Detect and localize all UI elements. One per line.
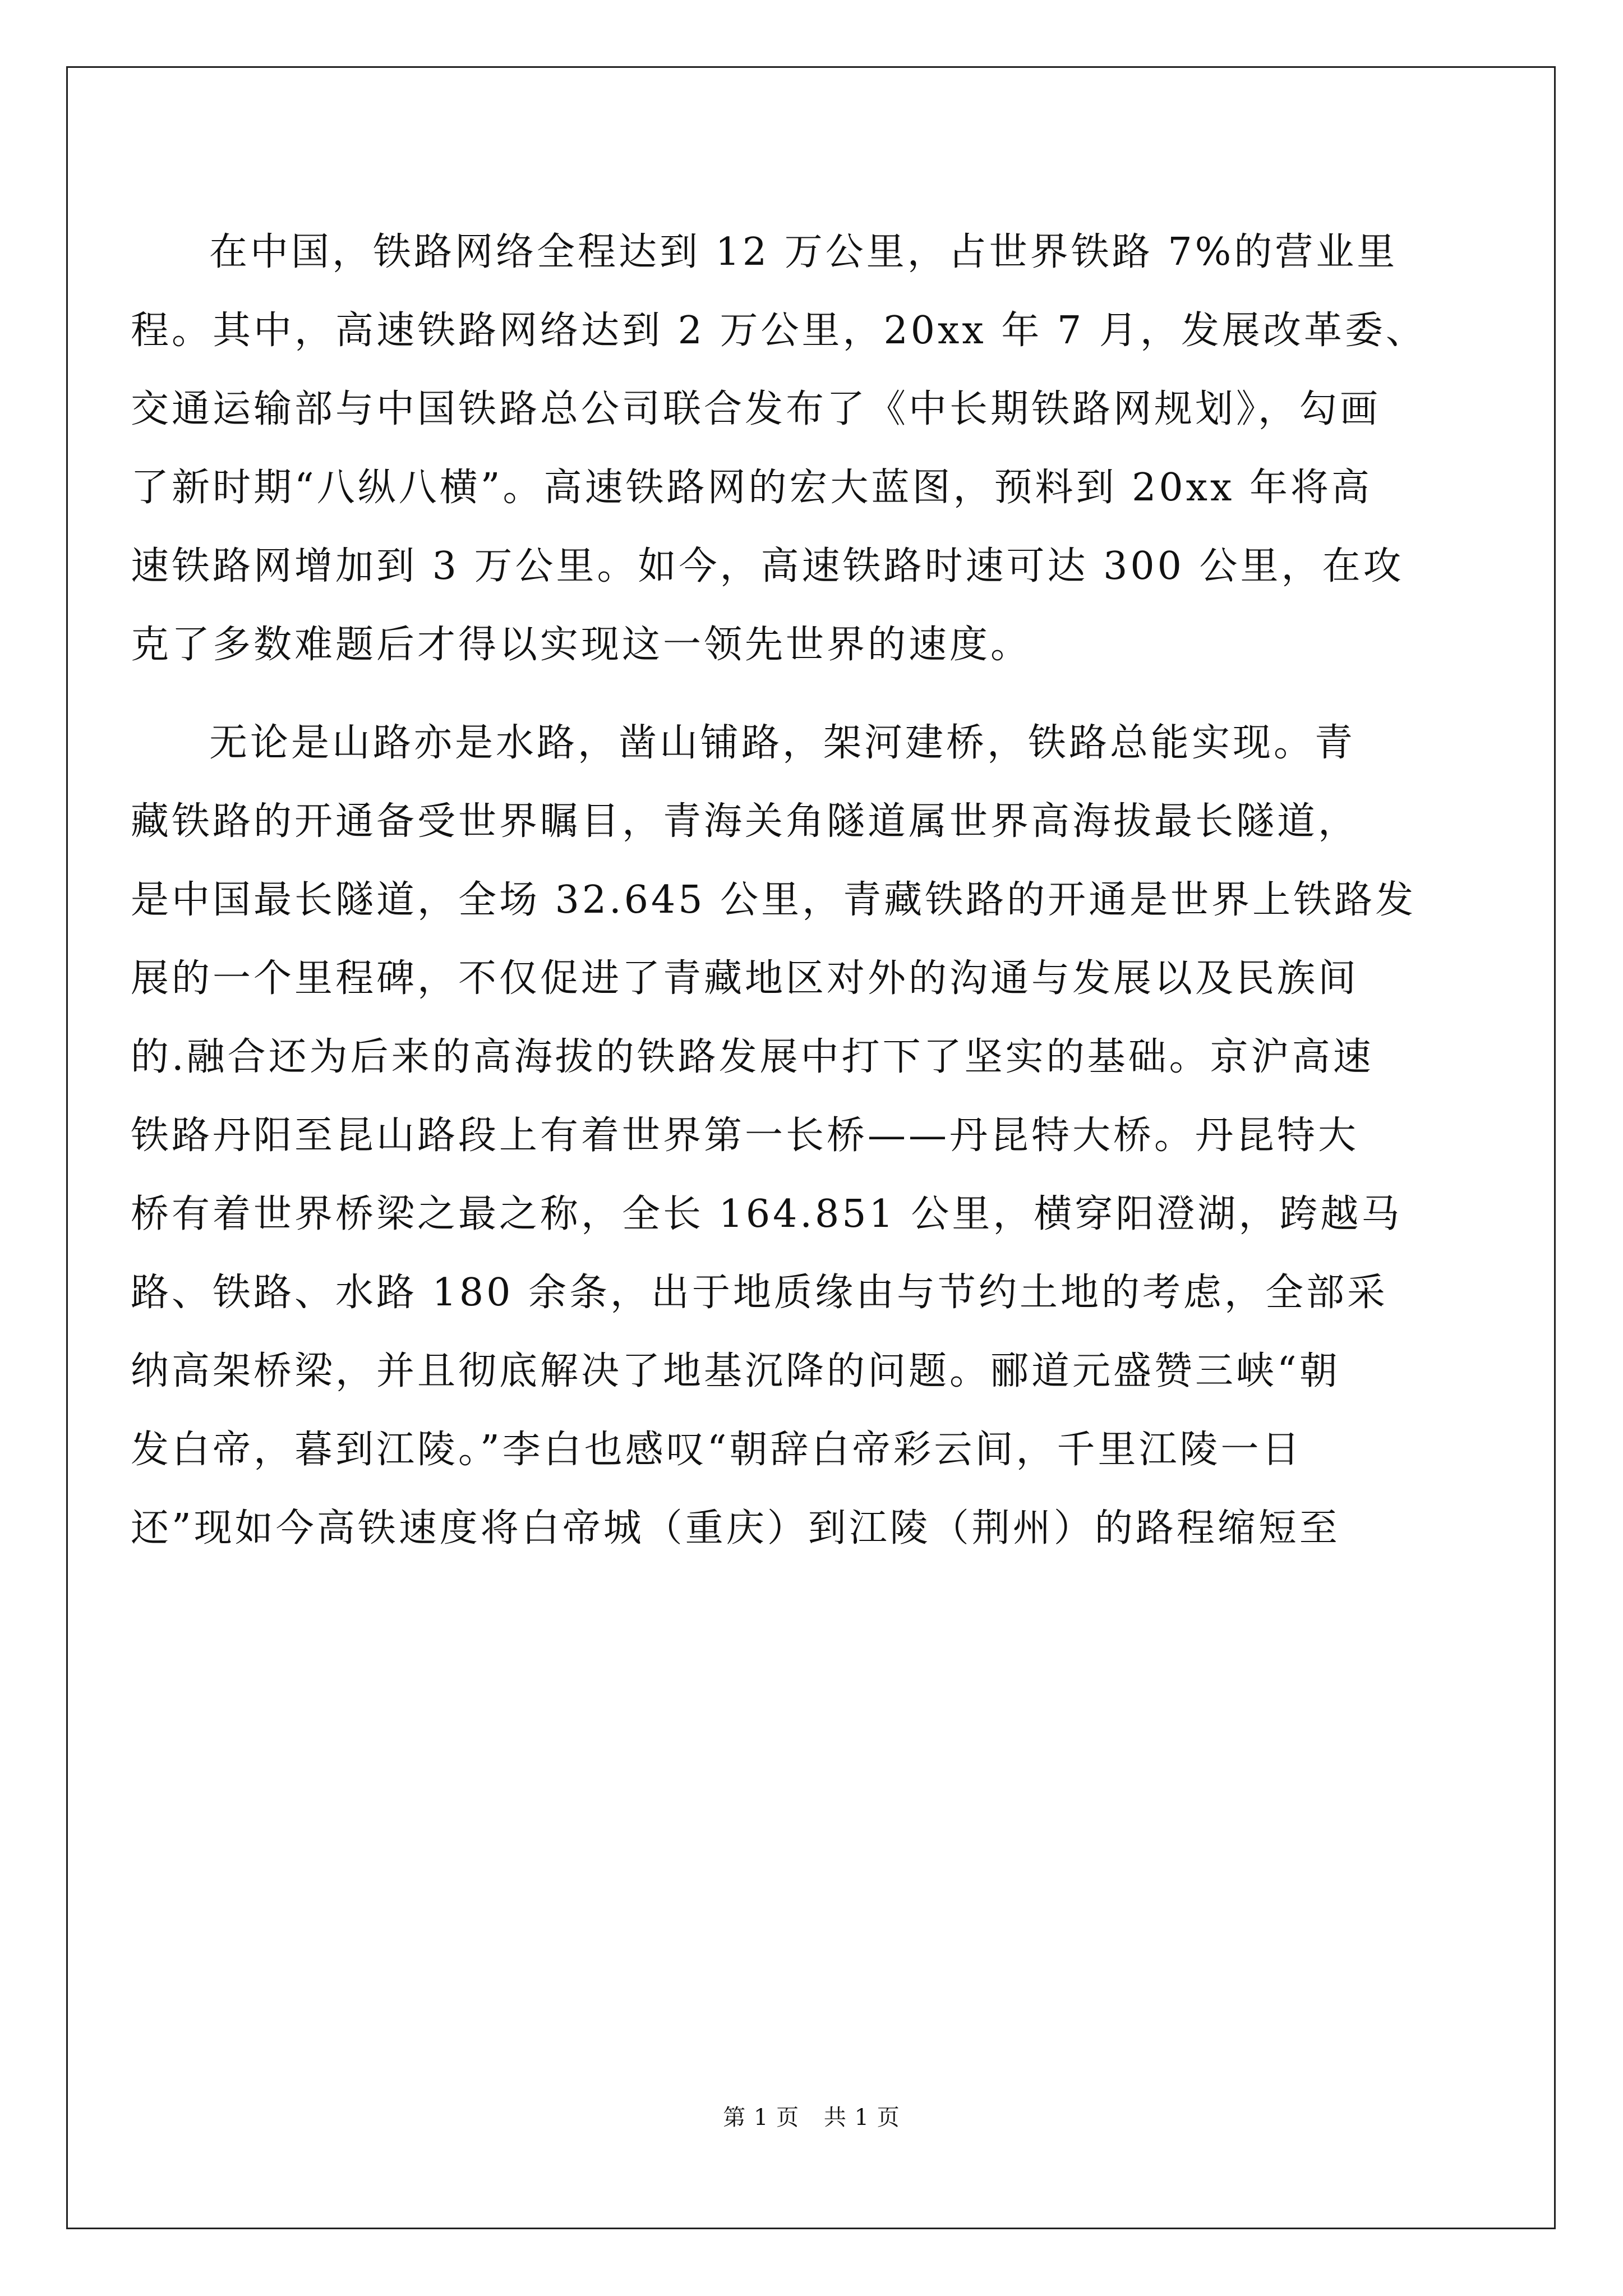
paragraph-2-line-7: 桥有着世界桥梁之最之称，全长 164.851 公里，横穿阳澄湖，跨越马 xyxy=(131,1192,1403,1236)
paragraph-2-line-5: 的.融合还为后来的高海拔的铁路发展中打下了坚实的基础。京沪高速 xyxy=(131,1035,1374,1079)
paragraph-2-line-2: 藏铁路的开通备受世界瞩目，青海关角隧道属世界高海拔最长隧道， xyxy=(131,799,1359,844)
paragraph-2-line-4: 展的一个里程碑，不仅促进了青藏地区对外的沟通与发展以及民族间 xyxy=(131,956,1359,1001)
page-footer xyxy=(0,2101,1623,2134)
paragraph-1-line-2: 程。其中，高速铁路网络达到 2 万公里，20xx 年 7 月，发展改革委、 xyxy=(131,309,1427,353)
paragraph-1-line-5: 速铁路网增加到 3 万公里。如今，高速铁路时速可达 300 公里，在攻 xyxy=(131,544,1404,588)
paragraph-1-line-4: 了新时期“八纵八横”。高速铁路网的宏大蓝图，预料到 20xx 年将高 xyxy=(131,466,1372,510)
paragraph-2-line-1: 无论是山路亦是水路，凿山铺路，架河建桥，铁路总能实现。青 xyxy=(209,721,1356,765)
paragraph-2-line-9: 纳高架桥梁，并且彻底解决了地基沉降的问题。郦道元盛赞三峡“朝 xyxy=(131,1349,1340,1393)
page-number: 第 1 页 xyxy=(723,2105,800,2131)
page-total: 共 1 页 xyxy=(823,2105,900,2131)
paragraph-1-line-6: 克了多数难题后才得以实现这一领先世界的速度。 xyxy=(131,623,1032,667)
paragraph-1-line-1: 在中国，铁路网络全程达到 12 万公里，占世界铁路 7%的营业里 xyxy=(209,230,1398,274)
paragraph-2-line-8: 路、铁路、水路 180 余条，出于地质缘由与节约土地的考虑，全部采 xyxy=(131,1271,1389,1315)
paragraph-2-line-3: 是中国最长隧道，全场 32.645 公里，青藏铁路的开通是世界上铁路发 xyxy=(131,878,1417,922)
paragraph-1-line-3: 交通运输部与中国铁路总公司联合发布了《中长期铁路网规划》，勾画 xyxy=(131,387,1381,431)
paragraph-2-line-10: 发白帝，暮到江陵。”李白也感叹“朝辞白帝彩云间，千里江陵一日 xyxy=(131,1428,1303,1472)
paragraph-2-line-11: 还”现如今高铁速度将白帝城（重庆）到江陵（荆州）的路程缩短至 xyxy=(131,1506,1340,1550)
paragraph-2-line-6: 铁路丹阳至昆山路段上有着世界第一长桥——丹昆特大桥。丹昆特大 xyxy=(131,1114,1359,1158)
